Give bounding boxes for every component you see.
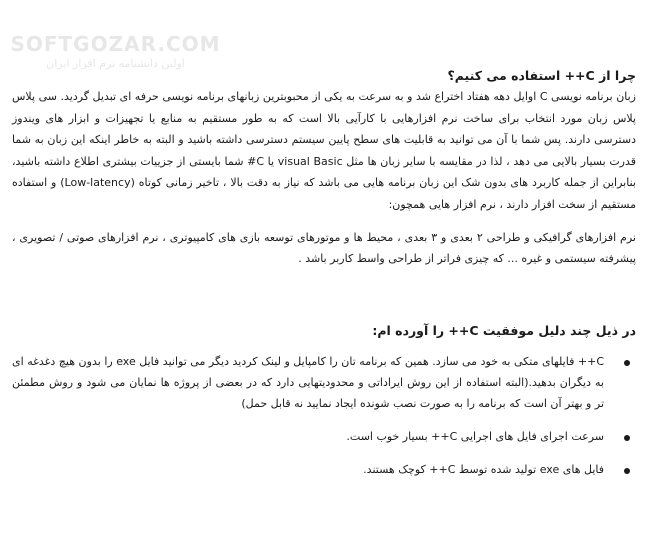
reasons-list xyxy=(12,351,636,480)
watermark-tagline: اولین دانشنامه نرم افزار ایران xyxy=(46,57,185,70)
list-item-text: سرعت اجرای فایل های اجرایی C++ بسیار خوب است. xyxy=(346,430,604,443)
section-heading-reasons: در ذیل چند دلیل موفقیت C++ را آورده ام: xyxy=(372,323,636,338)
intro-paragraph: زبان برنامه نویسی C اوایل دهه هفتاد اختراع شد و به سرعت به یکی از محبوبترین زبانهای برنامه نویسی حرفه ای تبدیل گردید. سی پلاس پلاس زبان مورد انتخاب برای ساخت نرم افزارهایی با کارآیی بالا است که به طور مستقیم به منابع یا تجهیزات و ابزار های ویندوز دسترسی دارند. پس شما با آن می توانید به قابلیت های سطح پایین سیستم دسترسی داشته باشید و البته به خاطر اینکه این زبان به شما قدرت بسیار بالایی می دهد ، لذا در مقایسه با سایر زبان ها مثل visual Basic یا C# شما بایستی از جزییات بیشتری اطلاع داشته باشید، بنابراین از جمله کاربرد های بدون شک این زبان برنامه هایی می باشد که نیاز به دقت بالا ، تاخیر زمانی کوتاه (Low-latency) و استفاده مستقیم از سخت افزار دارند ، نرم افزار هایی همچون: xyxy=(12,90,637,211)
list-item xyxy=(12,459,636,480)
list-item-text: C++ فایلهای متکی به خود می سازد. همین که برنامه تان را کامپایل و لینک کردید دیگر می توانید فایل exe را بدون هیچ دغدغه ای به دیگران بدهید.(البته استفاده از این روش ایراداتی و محدودیتهایی دارد که در بعضی از پروژه ها نمایان می شود و روش مطمئن تر و بهتر آن است که برنامه را به صورت نصب شونده ایجاد نمایید نه قابل حمل) xyxy=(12,355,604,410)
list-item xyxy=(12,351,636,414)
bullet-icon xyxy=(624,435,630,441)
bullet-icon xyxy=(624,468,630,474)
section-heading-why: چرا از C++ استفاده می کنیم؟ xyxy=(447,68,636,83)
list-item-text: فایل های exe تولید شده توسط C++ کوچک هستند. xyxy=(363,463,604,476)
software-examples-paragraph: نرم افزارهای گرافیکی و طراحی ۲ بعدی و ۳ بعدی ، محیط ها و موتورهای توسعه بازی های کامپیوتری ، نرم افزارهای صوتی / تصویری ، پیشرفته سیستمی و غیره ... که چیزی فراتر از طراحی واسط کاربر باشد . xyxy=(12,231,636,265)
bullet-icon xyxy=(624,360,630,366)
article xyxy=(12,66,636,480)
watermark-brand: SOFTGOZAR.COM xyxy=(10,32,221,56)
list-item xyxy=(12,426,636,447)
